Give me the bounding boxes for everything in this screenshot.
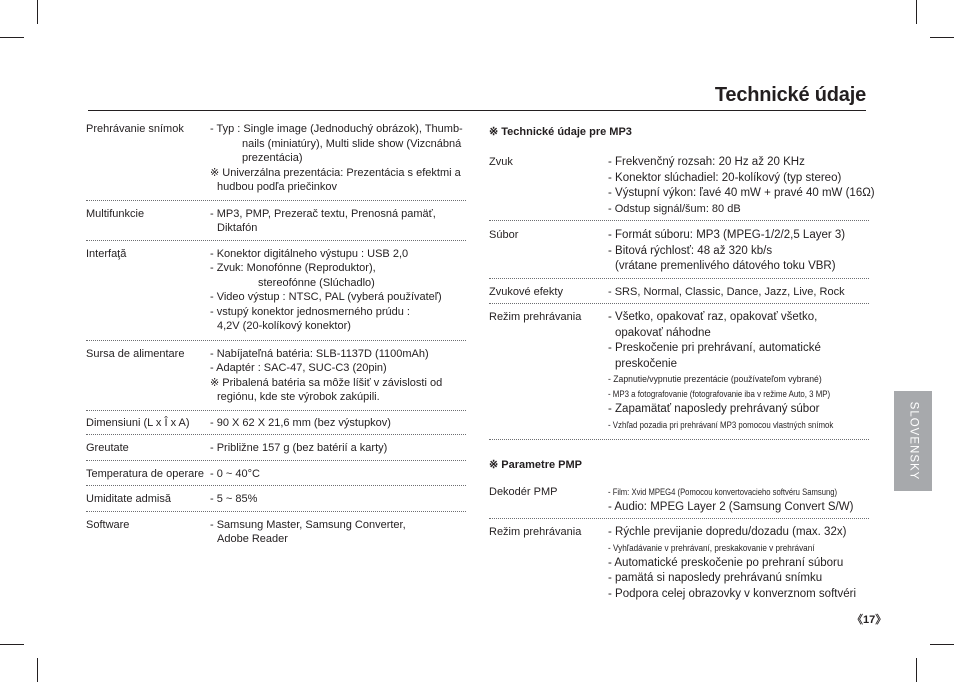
spec-value [608,310,883,433]
spec-line: - Typ : Single image (Jednoduchý obrázok), Thumb- [210,123,463,135]
spec-value [210,518,466,547]
spec-line: - pamätá si naposledy prehrávanú snímku [608,572,823,584]
crop-mark [916,658,917,682]
spec-value [210,207,466,236]
spec-line: - MP3 a fotografovanie (fotografovanie iba v režime Auto, 3 MP) [608,389,831,400]
spec-line: - Automatické preskočenie po prehraní súboru [608,556,844,569]
spec-line: - Konektor digitálneho výstupu : USB 2,0 [210,247,409,260]
spec-label: Greutate [86,442,129,454]
spec-line: - Audio: MPEG Layer 2 (Samsung Convert S/W) [608,500,854,513]
mp3-row-file [489,221,869,279]
spec-value [608,155,875,217]
spec-line: - 5 ~ 85% [210,493,258,505]
spec-label: Zvukové efekty [489,285,563,298]
spec-label: Prehrávanie snímok [86,123,184,135]
page-title: Technické údaje [714,84,866,106]
spec-label: Dimensiuni (L x Î x A) [86,416,190,429]
spec-value [608,525,869,602]
spec-line: - Rýchle previjanie dopredu/dozadu (max. 32x) [608,526,847,538]
crop-mark [37,658,38,682]
pmp-row-decoder [489,482,869,520]
spec-row-software [86,512,466,551]
spec-row-playback [86,119,466,201]
spec-line: - Frekvenčný rozsah: 20 Hz až 20 KHz [608,156,805,168]
spec-label: Temperatura de operare [86,467,205,480]
spec-value [608,228,869,275]
spec-label: Sursa de alimentare [86,347,185,360]
spec-line: - 90 X 62 X 21,6 mm (bez výstupkov) [210,416,391,429]
spec-line: nails (miniatúry), Multi slide show (Vizcnábná [242,137,462,150]
spec-row-humidity [86,486,466,512]
spec-row-dimensions [86,411,466,436]
title-rule [88,110,866,111]
spec-value [608,285,869,301]
spec-value [210,347,466,405]
spec-value [210,467,466,482]
spec-line: - Adaptér : SAC-47, SUC-C3 (20pin) [210,362,387,374]
spec-label: Súbor [489,229,519,241]
spec-line: - Vzhľad pozadia pri prehrávaní MP3 pomocou vlastných snímok [608,419,834,431]
spec-line: - Zapamätať naposledy prehrávaný súbor [608,403,820,415]
mp3-section-heading: ※ Technické údaje pre MP3 [489,126,632,138]
crop-mark [930,37,954,38]
spec-label: Software [86,518,130,531]
left-spec-table [86,119,466,551]
spec-value [210,492,466,507]
spec-line: preskočenie [615,357,678,370]
spec-value [210,247,466,334]
spec-row-power [86,341,466,411]
spec-label: Umiditate admisă [86,493,171,505]
spec-line: - Formát súboru: MP3 (MPEG-1/2/2,5 Layer 3) [608,229,846,241]
spec-line: prezentácia) [242,152,303,164]
spec-row-weight [86,435,466,461]
spec-row-interface [86,241,466,341]
spec-line: (vrátane premenlivého dátového toku VBR) [615,260,836,272]
spec-line: - 0 ~ 40°C [210,467,260,480]
spec-line: Diktafón [217,222,258,234]
crop-mark [0,37,24,38]
language-tab [894,391,932,491]
spec-line: - Výstupní výkon: ľavé 40 mW + pravé 40 mW (16Ω) [608,187,875,199]
spec-line: - Zvuk: Monofónne (Reproduktor), [210,262,376,274]
spec-line: opakovať náhodne [615,326,711,339]
spec-line: - SRS, Normal, Classic, Dance, Jazz, Live, Rock [608,285,845,298]
spec-line: - Preskočenie pri prehrávaní, automatické [608,342,821,354]
spec-row-multifunction [86,201,466,241]
spec-label: Multifunkcie [86,207,145,220]
mp3-row-sound-effects [489,279,869,305]
spec-line: 4,2V (20-kolíkový konektor) [217,320,351,332]
spec-value [608,485,894,516]
spec-line: ※ Pribalená batéria sa môže líšiť v závislosti od [210,376,443,389]
crop-mark [37,0,38,24]
spec-label: Režim prehrávania [489,526,582,538]
language-tab-label: SLOVENSKY [907,401,920,481]
pmp-row-playback-mode [489,519,869,606]
spec-line: regiónu, kde ste výrobok zakúpili. [217,391,380,403]
spec-label: Dekodér PMP [489,485,558,498]
spec-line: - Film: Xvid MPEG4 (Pomocou konvertovacieho softvéru Samsung) [608,486,838,498]
crop-mark [930,644,954,645]
spec-line: - Bitová rýchlosť: 48 až 320 kb/s [608,244,773,257]
crop-mark [916,0,917,24]
page-number: 《17》 [852,614,887,626]
spec-line: - Samsung Master, Samsung Converter, [210,518,406,531]
spec-line: - vstupý konektor jednosmerného prúdu : [210,305,410,318]
spec-line: - Zapnutie/vypnutie prezentácie (používateľom vybrané) [608,374,822,385]
spec-line: stereofónne (Slúchadlo) [258,276,375,289]
spec-line: - Odstup signál/šum: 80 dB [608,202,741,215]
spec-label: Zvuk [489,156,513,168]
spec-line: - Približne 157 g (bez batérií a karty) [210,442,388,454]
spec-value [210,441,466,456]
pmp-section-heading: ※ Parametre PMP [489,458,582,471]
right-spec-table [489,123,875,606]
spec-line: - Konektor slúchadiel: 20-kolíkový (typ stereo) [608,171,842,184]
spec-line: - Vyhľadávanie v prehrávaní, preskakovanie v prehrávaní [608,542,815,554]
spec-label: Režim prehrávania [489,311,582,323]
spec-line: hudbou podľa priečinkov [217,181,338,193]
spec-line: - Podpora celej obrazovky v konverznom softvéri [608,587,856,600]
spec-value [210,416,466,431]
spec-line: - Všetko, opakovať raz, opakovať všetko, [608,311,818,323]
spec-line: - Nabíjateľná batéria: SLB-1137D (1100mAh) [210,347,429,360]
spec-row-temperature [86,461,466,487]
spec-value [210,122,466,195]
spec-line: - MP3, PMP, Prezerač textu, Prenosná pamäť, [210,207,436,220]
mp3-row-sound [489,152,875,221]
spec-label: Interfaţă [86,247,127,260]
spec-line: - Video výstup : NTSC, PAL (vyberá používateľ) [210,291,442,303]
spec-line: ※ Univerzálna prezentácia: Prezentácia s efektmi a [210,166,461,179]
spec-line: Adobe Reader [217,533,288,545]
crop-mark [0,644,24,645]
mp3-row-playback-mode [489,304,869,440]
